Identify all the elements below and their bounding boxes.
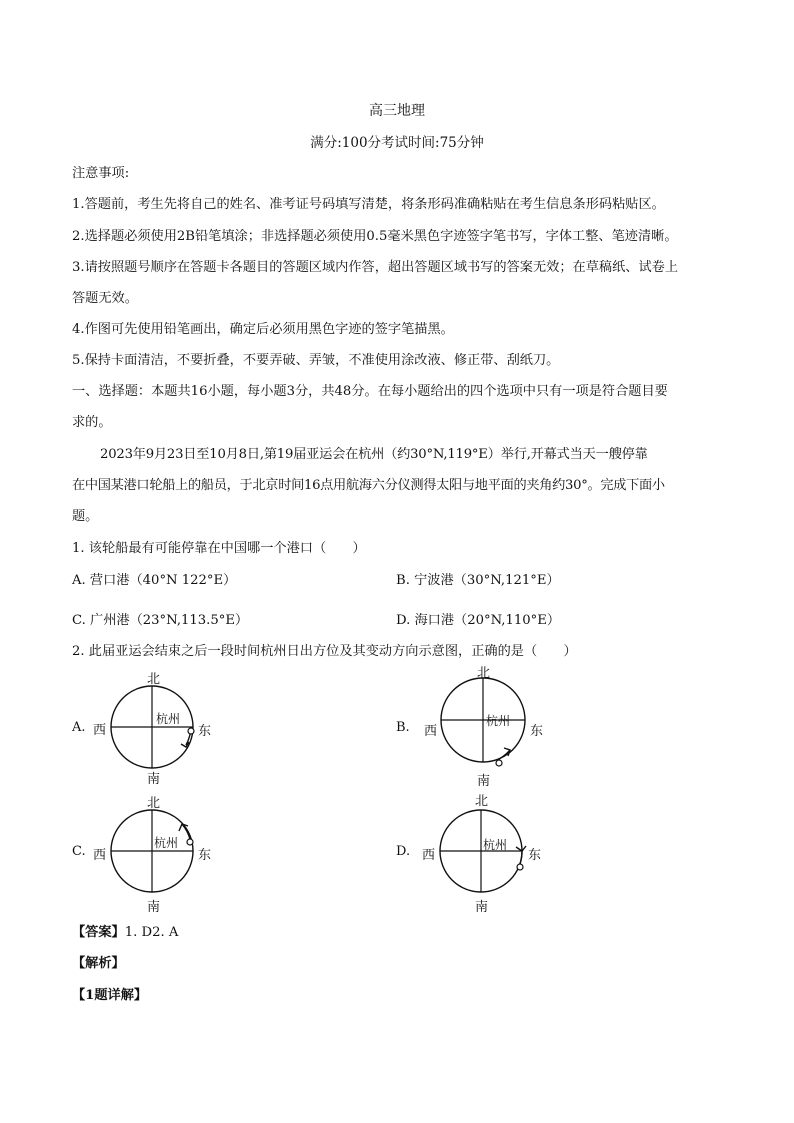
east-label: 东 (530, 724, 544, 739)
notice-item: 3.请按照题号顺序在答题卡各题目的答题区域内作答，超出答题区域书写的答案无效；在草稿纸、试卷上 (72, 260, 679, 275)
east-label: 东 (198, 724, 212, 739)
west-label: 西 (424, 724, 438, 739)
option-letter: D. (396, 844, 411, 859)
east-label: 东 (528, 848, 542, 863)
section-heading: 求的。 (72, 415, 112, 430)
answer-line (72, 921, 178, 940)
north-label: 北 (477, 666, 491, 681)
page-title: 高三地理 (369, 103, 425, 119)
north-label: 北 (147, 796, 161, 811)
page-subtitle: 满分:100分考试时间:75分钟 (310, 135, 484, 151)
notice-item: 4.作图可先使用铅笔画出，确定后必须用黑色字迹的签字笔描黑。 (72, 322, 454, 337)
passage-line: 在中国某港口轮船上的船员，于北京时间16点用航海六分仪测得太阳与地平面的夹角约30°。完成下面小 (72, 478, 665, 493)
notice-item: 5.保持卡面清洁，不要折叠，不要弄破、弄皱，不准使用涂改液、修正带、刮纸刀。 (72, 353, 560, 368)
city-label: 杭州 (483, 838, 508, 852)
compass-diagram (396, 664, 551, 782)
option-letter: B. (396, 720, 410, 735)
option-letter: C. (72, 844, 86, 859)
east-label: 东 (198, 848, 212, 863)
notice-item: 1.答题前，考生先将自己的姓名、准考证号码填写清楚，将条形码准确粘贴在考生信息条形码粘贴区。 (72, 197, 665, 212)
option-letter: A. (72, 720, 86, 735)
notice-header: 注意事项: (72, 166, 130, 181)
diagram-option-a (72, 664, 222, 787)
south-label: 南 (147, 900, 161, 915)
south-label: 南 (475, 900, 489, 915)
west-label: 西 (93, 723, 107, 738)
section-heading: 一、选择题：本题共16小题，每小题3分，共48分。在每小题给出的四个选项中只有一项是符合题目要 (72, 384, 668, 399)
notice-item: 答题无效。 (72, 291, 138, 306)
analysis-label: 【解析】 (72, 956, 125, 971)
notice-item: 2.选择题必须使用2B铅笔填涂；非选择题必须使用0.5毫米黑色字迹签字笔书写，字体工整、笔迹清晰。 (72, 229, 678, 244)
west-label: 西 (422, 848, 436, 863)
diagram-option-c (72, 790, 222, 915)
question-1-stem: 1. 该轮船最有可能停靠在中国哪一个港口（ ） (72, 541, 366, 556)
detail-label: 【1题详解】 (72, 988, 148, 1003)
south-label: 南 (477, 774, 491, 789)
question-2-stem: 2. 此届亚运会结束之后一段时间杭州日出方位及其变动方向示意图，正确的是（ ） (72, 644, 577, 659)
passage-line: 2023年9月23日至10月8日,第19届亚运会在杭州（约30°N,119°E）举行,开幕式当天一艘停靠 (100, 447, 648, 462)
city-label: 杭州 (156, 712, 181, 726)
option-a: A. 营口港（40°N 122°E） (72, 573, 237, 588)
option-d: D. 海口港（20°N,110°E） (396, 613, 561, 628)
west-label: 西 (93, 848, 107, 863)
option-b: B. 宁波港（30°N,121°E） (396, 573, 560, 588)
diagram-option-b (396, 664, 551, 789)
city-label: 杭州 (154, 836, 179, 850)
north-label: 北 (147, 672, 161, 687)
passage-line: 题。 (72, 509, 99, 524)
city-label: 杭州 (486, 714, 511, 728)
answer-text: 1. D2. A (124, 925, 179, 940)
answer-label: 【答案】 (72, 925, 125, 940)
option-c: C. 广州港（23°N,113.5°E） (72, 613, 249, 628)
diagram-option-d (396, 790, 551, 915)
south-label: 南 (147, 772, 161, 787)
north-label: 北 (475, 794, 489, 809)
